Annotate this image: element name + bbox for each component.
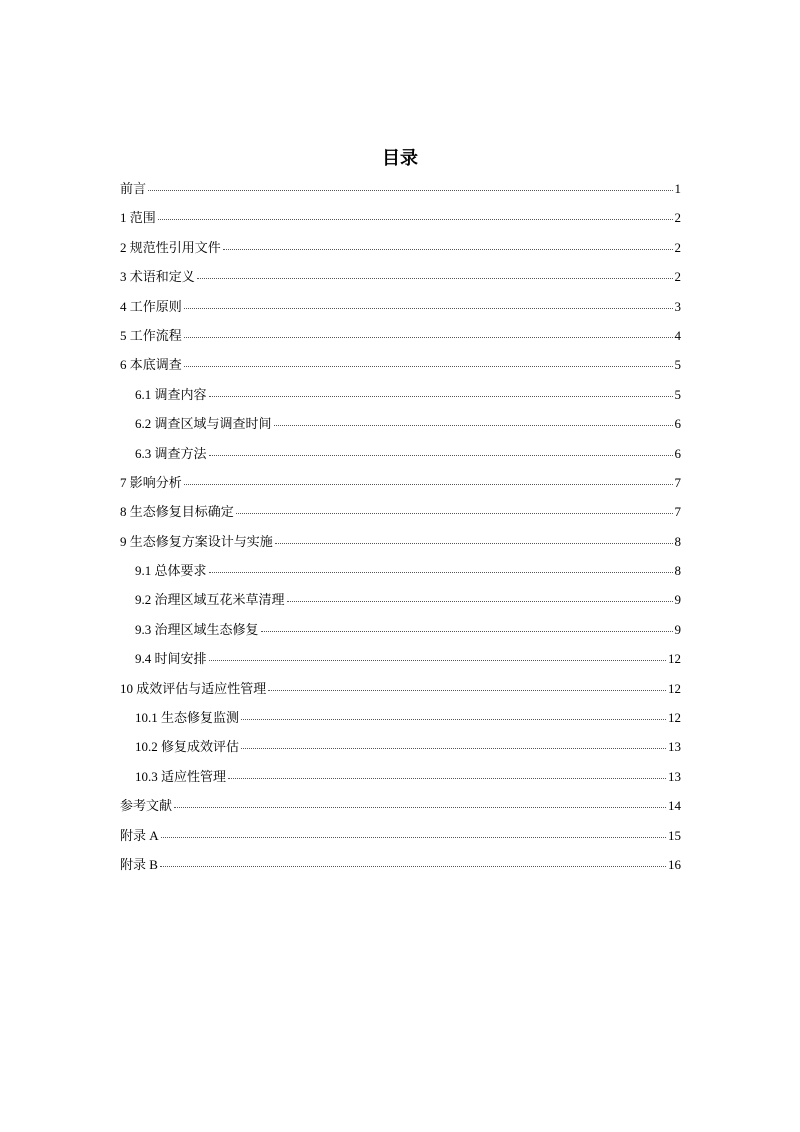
toc-entry-label[interactable]: 9.1 总体要求: [135, 563, 207, 579]
toc-entry-label[interactable]: 6 本底调查: [120, 357, 182, 373]
dot-leader: [261, 631, 673, 632]
toc-entry-label[interactable]: 2 规范性引用文件: [120, 239, 221, 255]
toc-entry-page: 15: [668, 827, 681, 843]
toc-entry-page: 4: [674, 327, 681, 343]
dot-leader: [209, 660, 666, 661]
toc-entry-page: 7: [674, 504, 681, 520]
toc-entry-label[interactable]: 10.2 修复成效评估: [135, 739, 240, 755]
toc-entry[interactable]: [120, 825, 681, 854]
dot-leader: [184, 366, 673, 367]
dot-leader: [161, 837, 666, 838]
toc-entry[interactable]: [120, 237, 681, 266]
dot-leader: [236, 513, 673, 514]
toc-entry-page: 16: [668, 856, 681, 872]
dot-leader: [197, 278, 673, 279]
toc-entry[interactable]: [120, 325, 681, 354]
dot-leader: [148, 190, 672, 191]
toc-entry[interactable]: [120, 678, 681, 707]
toc-entry-label[interactable]: 9.3 治理区域生态修复: [135, 621, 259, 637]
toc-entry[interactable]: [120, 354, 681, 383]
dot-leader: [160, 866, 666, 867]
toc-entry-page: 13: [668, 768, 681, 784]
dot-leader: [184, 337, 673, 338]
toc-entry-page: 3: [674, 298, 681, 314]
toc-entry-label[interactable]: 6.1 调查内容: [135, 386, 207, 402]
dot-leader: [158, 219, 673, 220]
toc-entry-page: 9: [674, 621, 681, 637]
toc-entry-label[interactable]: 6.3 调查方法: [135, 445, 207, 461]
toc-entry-page: 12: [668, 651, 681, 667]
toc-entry[interactable]: [120, 707, 681, 736]
toc-entry-label[interactable]: 7 影响分析: [120, 474, 182, 490]
dot-leader: [268, 690, 666, 691]
toc-entry-page: 5: [674, 386, 681, 402]
toc-entry[interactable]: [120, 619, 681, 648]
toc-entry-page: 2: [674, 269, 681, 285]
toc-entry[interactable]: [120, 766, 681, 795]
toc-entry-label[interactable]: 附录 B: [120, 856, 158, 872]
toc-entry-page: 2: [674, 210, 681, 226]
toc-entry[interactable]: [120, 443, 681, 472]
toc-entry[interactable]: [120, 296, 681, 325]
toc-entry-page: 7: [674, 474, 681, 490]
dot-leader: [287, 601, 673, 602]
toc-entry[interactable]: [120, 266, 681, 295]
dot-leader: [174, 807, 666, 808]
toc-entry[interactable]: [120, 589, 681, 618]
toc-entry-label[interactable]: 10 成效评估与适应性管理: [120, 680, 267, 696]
toc-entry-page: 5: [674, 357, 681, 373]
toc-entry[interactable]: [120, 736, 681, 765]
toc-entry-label[interactable]: 4 工作原则: [120, 298, 182, 314]
toc-entry[interactable]: [120, 560, 681, 589]
toc-entry-page: 6: [674, 445, 681, 461]
table-of-contents: [120, 178, 681, 883]
dot-leader: [228, 778, 666, 779]
toc-entry-label[interactable]: 前言: [120, 181, 147, 196]
toc-entry-page: 2: [674, 239, 681, 255]
toc-entry-label[interactable]: 9.2 治理区域互花米草清理: [135, 592, 285, 608]
toc-entry-page: 13: [668, 739, 681, 755]
toc-entry-label[interactable]: 5 工作流程: [120, 327, 182, 343]
toc-entry-label[interactable]: 9 生态修复方案设计与实施: [120, 533, 273, 549]
dot-leader: [209, 396, 673, 397]
toc-entry-label[interactable]: 10.1 生态修复监测: [135, 710, 240, 726]
toc-entry-label[interactable]: 9.4 时间安排: [135, 651, 207, 667]
dot-leader: [209, 455, 673, 456]
toc-entry[interactable]: [120, 501, 681, 530]
toc-entry[interactable]: [120, 854, 681, 883]
toc-entry[interactable]: [120, 648, 681, 677]
toc-entry[interactable]: [120, 207, 681, 236]
dot-leader: [184, 484, 673, 485]
toc-entry-page: 9: [674, 592, 681, 608]
toc-entry[interactable]: [120, 178, 681, 207]
toc-entry-page: 8: [674, 533, 681, 549]
toc-entry-label[interactable]: 8 生态修复目标确定: [120, 504, 234, 520]
toc-entry-label[interactable]: 6.2 调查区域与调查时间: [135, 416, 272, 432]
toc-entry[interactable]: [120, 795, 681, 824]
toc-entry[interactable]: [120, 472, 681, 501]
toc-entry-page: 12: [668, 710, 681, 726]
toc-entry[interactable]: [120, 413, 681, 442]
toc-entry-label[interactable]: 参考文献: [120, 798, 173, 814]
toc-title: 目录: [382, 148, 418, 169]
toc-entry-label[interactable]: 10.3 适应性管理: [135, 768, 227, 784]
dot-leader: [241, 719, 666, 720]
dot-leader: [274, 425, 673, 426]
toc-entry[interactable]: [120, 384, 681, 413]
dot-leader: [209, 572, 673, 573]
toc-entry[interactable]: [120, 531, 681, 560]
dot-leader: [223, 249, 673, 250]
toc-entry-label[interactable]: 3 术语和定义: [120, 269, 195, 285]
dot-leader: [184, 308, 673, 309]
dot-leader: [275, 543, 673, 544]
toc-entry-page: 14: [668, 798, 681, 814]
toc-entry-label[interactable]: 1 范围: [120, 210, 156, 226]
toc-entry-page: 8: [674, 563, 681, 579]
dot-leader: [241, 748, 666, 749]
toc-entry-page: 1: [674, 181, 681, 196]
toc-entry-page: 6: [674, 416, 681, 432]
toc-entry-page: 12: [668, 680, 681, 696]
toc-entry-label[interactable]: 附录 A: [120, 827, 159, 843]
